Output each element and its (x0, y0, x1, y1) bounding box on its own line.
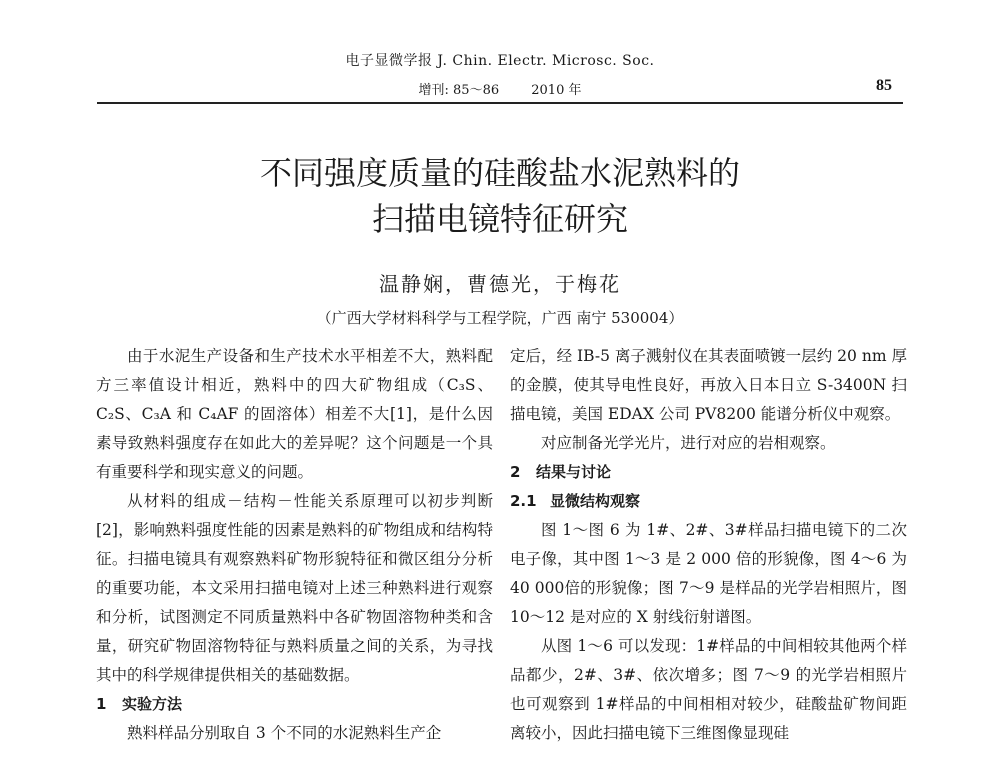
paragraph: 从材料的组成－结构－性能关系原理可以初步判断[2]，影响熟料强度性能的因素是熟料的矿物组成和结构特征。扫描电镜具有观察熟料矿物形貌特征和微区组分分析的重要功能，本文采用扫描电镜对上述三种熟料进行观察和分析，试图测定不同质量熟料中各矿物固溶物种类和含量，研究矿物固溶物特征与熟料质量之间的关系，为寻找其中的科学规律提供相关的基础数据。 (96, 492, 493, 684)
paragraph: 由于水泥生产设备和生产技术水平相差不大，熟料配方三率值设计相近，熟料中的四大矿物组成（C₃S、C₂S、C₃A 和 C₄AF 的固溶体）相差不大[1]，是什么因素导致熟料强度存在如此大的差异呢？这个问题是一个具有重要科学和现实意义的问题。 (96, 347, 493, 481)
title-line-1: 不同强度质量的硅酸盐水泥熟料的 (259, 154, 740, 192)
left-column (96, 342, 493, 748)
issue-info (0, 79, 1000, 98)
authors: 温静娴，曹德光，于梅花 (379, 272, 621, 296)
section-number: 1 (96, 695, 107, 713)
journal-header: 电子显微学报 J. Chin. Electr. Microsc. Soc. (345, 53, 655, 69)
page-number: 85 (876, 77, 892, 94)
section-number: 2.1 (510, 492, 537, 510)
section-title: 实验方法 (122, 695, 183, 713)
affiliation: （广西大学材料科学与工程学院，广西 南宁 530004） (316, 309, 684, 327)
subsection-heading (510, 487, 907, 516)
title-line-2: 扫描电镜特征研究 (371, 200, 628, 238)
section-title: 结果与讨论 (536, 463, 612, 481)
header-rule (97, 102, 903, 104)
paragraph: 定后，经 IB-5 离子溅射仪在其表面喷镀一层约 20 nm 厚的金膜，使其导电性良好，再放入日本日立 S-3400N 扫描电镜，美国 EDAX 公司 PV8200 能谱分析仪中观察。 (510, 347, 907, 423)
issue-year: 2010 年 (531, 83, 582, 98)
paragraph: 图 1～图 6 为 1#、2#、3#样品扫描电镜下的二次电子像，其中图 1～3 是 2 000 倍的形貌像，图 4～6 为40 000倍的形貌像；图 7～9 是样品的光学岩相照片，图 10～12 是对应的 X 射线衍射谱图。 (510, 521, 907, 626)
section-number: 2 (510, 463, 521, 481)
right-column (510, 342, 907, 748)
paragraph: 从图 1～6 可以发现：1#样品的中间相较其他两个样品都少，2#、3#、依次增多；图 7～9 的光学岩相照片也可观察到 1#样品的中间相相对较少，硅酸盐矿物间距离较小，因此扫描电镜下三维图像显现硅 (510, 637, 907, 742)
article-title (0, 150, 1000, 242)
section-title: 显微结构观察 (550, 492, 641, 510)
section-heading (510, 458, 907, 487)
paragraph: 对应制备光学光片，进行对应的岩相观察。 (541, 434, 836, 452)
paragraph: 熟料样品分别取自 3 个不同的水泥熟料生产企 (127, 724, 442, 742)
section-heading (96, 690, 493, 719)
issue-pages: 增刊: 85～86 (418, 83, 500, 98)
